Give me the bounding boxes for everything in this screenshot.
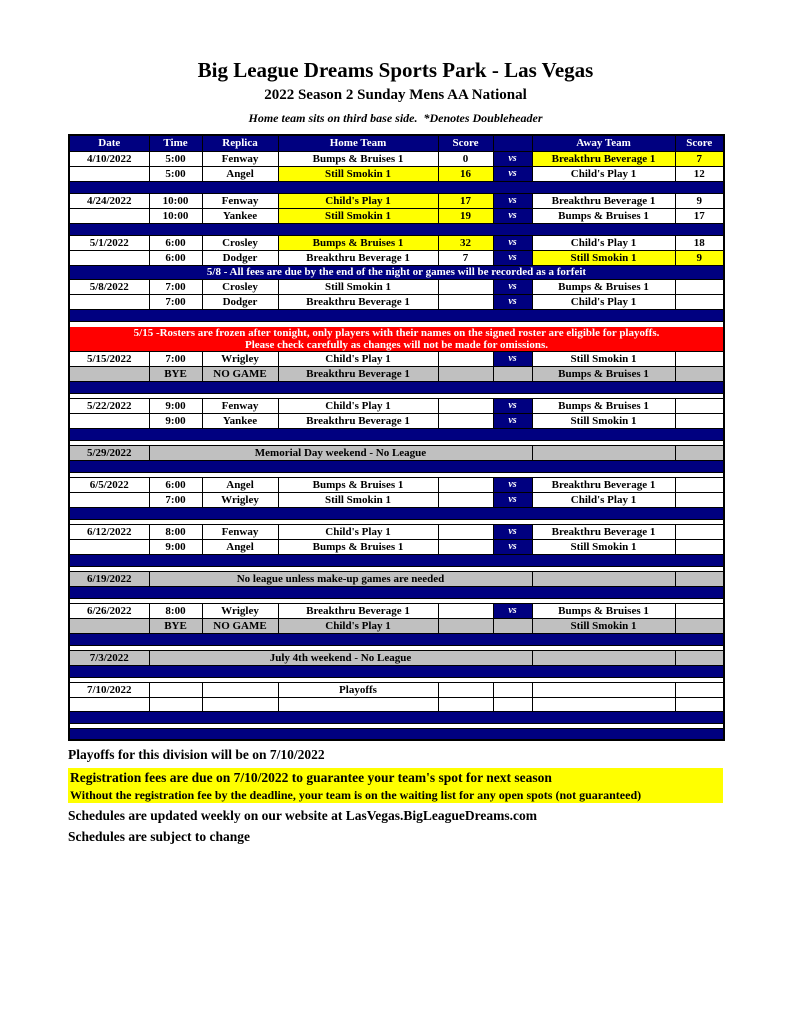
date-cell (69, 295, 149, 310)
time-cell: 5:00 (149, 167, 202, 182)
playoffs-note: Playoffs for this division will be on 7/10/2022 (68, 747, 325, 763)
away-team-cell: Breakthru Beverage 1 (532, 152, 675, 167)
roster-freeze-notice: 5/15 -Rosters are frozen after tonight, only players with their names on the signed roster are eligible for playoffs. (69, 327, 724, 339)
separator-row (69, 507, 724, 519)
time-cell: 9:00 (149, 539, 202, 554)
game-row (69, 603, 724, 618)
home-score-cell (438, 524, 493, 539)
home-team-cell: Breakthru Beverage 1 (278, 251, 438, 266)
vs-cell: vs (493, 209, 532, 224)
info-text-cell: July 4th weekend - No League (149, 650, 532, 665)
away-score-cell (675, 571, 724, 586)
roster-freeze-notice: Please check carefully as changes will not be made for omissions. (69, 339, 724, 352)
date-cell: 6/26/2022 (69, 603, 149, 618)
game-row (69, 413, 724, 428)
date-cell (69, 366, 149, 381)
date-cell (69, 618, 149, 633)
info-text-cell: No league unless make-up games are needed (149, 571, 532, 586)
home-score-cell (438, 413, 493, 428)
away-score-cell (675, 524, 724, 539)
away-team-cell: Still Smokin 1 (532, 539, 675, 554)
separator-band (69, 665, 724, 677)
home-score-cell (438, 477, 493, 492)
info-text-cell: Memorial Day weekend - No League (149, 445, 532, 460)
game-row (69, 524, 724, 539)
away-team-cell: Child's Play 1 (532, 167, 675, 182)
away-score-cell (675, 682, 724, 697)
away-score-cell: 18 (675, 236, 724, 251)
away-score-cell (675, 398, 724, 413)
away-team-cell: Bumps & Bruises 1 (532, 209, 675, 224)
registration-due-note: Registration fees are due on 7/10/2022 to guarantee your team's spot for next season (68, 768, 723, 787)
separator-band (69, 586, 724, 598)
away-team-cell: Child's Play 1 (532, 236, 675, 251)
replica-cell: Fenway (202, 194, 278, 209)
replica-cell: Dodger (202, 295, 278, 310)
away-team-cell: Child's Play 1 (532, 492, 675, 507)
separator-band (69, 728, 724, 740)
replica-cell: Wrigley (202, 492, 278, 507)
home-score-cell: 17 (438, 194, 493, 209)
home-score-cell: 7 (438, 251, 493, 266)
vs-cell: vs (493, 295, 532, 310)
game-row (69, 398, 724, 413)
info-row (69, 650, 724, 665)
away-score-cell: 7 (675, 152, 724, 167)
away-score-cell (675, 618, 724, 633)
separator-band (69, 428, 724, 440)
separator-band (69, 507, 724, 519)
home-team-cell: Bumps & Bruises 1 (278, 236, 438, 251)
date-cell (69, 413, 149, 428)
notice-red-row (69, 327, 724, 339)
header-cell-vs (493, 135, 532, 152)
home-score-cell: 19 (438, 209, 493, 224)
away-team-cell: Breakthru Beverage 1 (532, 524, 675, 539)
date-cell: 5/29/2022 (69, 445, 149, 460)
separator-row (69, 182, 724, 194)
empty-cell (202, 697, 278, 711)
away-score-cell (675, 477, 724, 492)
header-cell-date: Date (69, 135, 149, 152)
info-row (69, 571, 724, 586)
website-note: Schedules are updated weekly on our website at LasVegas.BigLeagueDreams.com (68, 808, 538, 824)
game-row (69, 209, 724, 224)
away-team-cell: Breakthru Beverage 1 (532, 477, 675, 492)
home-team-cell: Child's Play 1 (278, 398, 438, 413)
game-row (69, 351, 724, 366)
time-cell: 7:00 (149, 492, 202, 507)
separator-band (69, 310, 724, 322)
replica-cell: Crosley (202, 236, 278, 251)
replica-cell: Fenway (202, 524, 278, 539)
bye-cell: BYE (149, 366, 202, 381)
away-score-cell: 17 (675, 209, 724, 224)
vs-empty-cell (493, 682, 532, 697)
header-cell-score: Score (675, 135, 724, 152)
home-score-cell (438, 366, 493, 381)
vs-cell: vs (493, 280, 532, 295)
time-cell: 6:00 (149, 236, 202, 251)
info-row (69, 445, 724, 460)
home-score-cell: 32 (438, 236, 493, 251)
schedule-table (68, 134, 725, 741)
separator-row (69, 310, 724, 322)
separator-row (69, 554, 724, 566)
vs-cell: vs (493, 539, 532, 554)
subject-to-change-note: Schedules are subject to change (68, 829, 250, 845)
time-cell: 8:00 (149, 524, 202, 539)
separator-band (69, 182, 724, 194)
date-cell: 4/24/2022 (69, 194, 149, 209)
home-team-cell: Child's Play 1 (278, 618, 438, 633)
away-score-cell (675, 539, 724, 554)
page-title: Big League Dreams Sports Park - Las Vegas (197, 58, 594, 82)
empty-cell (438, 697, 493, 711)
empty-cell (532, 697, 675, 711)
schedule-body (69, 152, 724, 741)
separator-row (69, 728, 724, 740)
time-cell (149, 682, 202, 697)
date-cell (69, 539, 149, 554)
home-team-cell: Still Smokin 1 (278, 280, 438, 295)
notice-red-row (69, 339, 724, 352)
home-score-cell (438, 492, 493, 507)
header-cell-time: Time (149, 135, 202, 152)
replica-cell: Yankee (202, 413, 278, 428)
home-team-cell: Child's Play 1 (278, 351, 438, 366)
date-cell: 7/10/2022 (69, 682, 149, 697)
separator-row (69, 428, 724, 440)
replica-cell: Angel (202, 167, 278, 182)
empty-cell (675, 697, 724, 711)
vs-cell: vs (493, 492, 532, 507)
notice-navy-row (69, 266, 724, 280)
date-cell: 4/10/2022 (69, 152, 149, 167)
vs-empty-cell (493, 366, 532, 381)
home-team-cell: Breakthru Beverage 1 (278, 413, 438, 428)
game-row (69, 194, 724, 209)
footer-notes (68, 747, 723, 845)
home-score-cell (438, 618, 493, 633)
home-team-cell: Child's Play 1 (278, 194, 438, 209)
away-team-cell: Bumps & Bruises 1 (532, 280, 675, 295)
time-cell: 9:00 (149, 398, 202, 413)
separator-row (69, 381, 724, 393)
home-team-cell: Bumps & Bruises 1 (278, 539, 438, 554)
date-cell (69, 492, 149, 507)
header-cell-home-team: Home Team (278, 135, 438, 152)
home-team-cell: Child's Play 1 (278, 524, 438, 539)
away-score-cell (675, 295, 724, 310)
away-score-cell (675, 492, 724, 507)
separator-band (69, 711, 724, 723)
home-score-cell (438, 351, 493, 366)
home-score-cell (438, 295, 493, 310)
time-cell: 7:00 (149, 295, 202, 310)
replica-cell: Angel (202, 539, 278, 554)
vs-cell: vs (493, 524, 532, 539)
replica-cell: Angel (202, 477, 278, 492)
home-team-cell: Bumps & Bruises 1 (278, 477, 438, 492)
time-cell: 6:00 (149, 477, 202, 492)
away-team-cell: Bumps & Bruises 1 (532, 366, 675, 381)
replica-cell: Wrigley (202, 351, 278, 366)
date-cell: 5/15/2022 (69, 351, 149, 366)
game-row (69, 251, 724, 266)
separator-band (69, 554, 724, 566)
time-cell: 7:00 (149, 351, 202, 366)
time-cell: 10:00 (149, 209, 202, 224)
home-team-cell: Still Smokin 1 (278, 209, 438, 224)
away-team-cell: Still Smokin 1 (532, 251, 675, 266)
date-cell (69, 251, 149, 266)
away-team-cell: Child's Play 1 (532, 295, 675, 310)
game-row (69, 295, 724, 310)
home-team-cell: Breakthru Beverage 1 (278, 295, 438, 310)
game-row (69, 477, 724, 492)
home-score-cell (438, 682, 493, 697)
separator-band (69, 633, 724, 645)
vs-cell: vs (493, 413, 532, 428)
away-score-cell (675, 366, 724, 381)
away-team-cell: Breakthru Beverage 1 (532, 194, 675, 209)
game-row (69, 539, 724, 554)
home-score-cell: 16 (438, 167, 493, 182)
game-row (69, 167, 724, 182)
vs-cell: vs (493, 477, 532, 492)
away-team-cell: Bumps & Bruises 1 (532, 603, 675, 618)
schedule-head (69, 135, 724, 152)
away-team-cell (532, 445, 675, 460)
empty-cell (69, 697, 149, 711)
away-score-cell (675, 445, 724, 460)
replica-cell: Wrigley (202, 603, 278, 618)
away-score-cell: 9 (675, 194, 724, 209)
time-cell: 9:00 (149, 413, 202, 428)
away-team-cell (532, 571, 675, 586)
away-team-cell (532, 682, 675, 697)
away-score-cell (675, 351, 724, 366)
header-cell-replica: Replica (202, 135, 278, 152)
home-team-cell: Still Smokin 1 (278, 167, 438, 182)
away-team-cell: Bumps & Bruises 1 (532, 398, 675, 413)
replica-cell (202, 682, 278, 697)
away-score-cell (675, 413, 724, 428)
header-cell-away-team: Away Team (532, 135, 675, 152)
vs-cell: vs (493, 167, 532, 182)
date-cell (69, 209, 149, 224)
time-cell: 6:00 (149, 251, 202, 266)
home-team-cell: Bumps & Bruises 1 (278, 152, 438, 167)
away-team-cell: Still Smokin 1 (532, 618, 675, 633)
fees-due-notice: 5/8 - All fees are due by the end of the night or games will be recorded as a forfeit (69, 266, 724, 280)
away-score-cell (675, 280, 724, 295)
separator-row (69, 224, 724, 236)
blank-row (69, 697, 724, 711)
time-cell: 10:00 (149, 194, 202, 209)
home-team-cell: Breakthru Beverage 1 (278, 366, 438, 381)
vs-cell: vs (493, 603, 532, 618)
vs-cell: vs (493, 152, 532, 167)
vs-cell: vs (493, 351, 532, 366)
time-cell: 7:00 (149, 280, 202, 295)
empty-cell (278, 697, 438, 711)
home-score-cell (438, 539, 493, 554)
empty-cell (149, 697, 202, 711)
vs-empty-cell (493, 618, 532, 633)
time-cell: 5:00 (149, 152, 202, 167)
away-team-cell (532, 650, 675, 665)
header-cell-score: Score (438, 135, 493, 152)
game-row (69, 280, 724, 295)
no-game-cell: NO GAME (202, 618, 278, 633)
date-cell: 6/5/2022 (69, 477, 149, 492)
home-score-cell (438, 603, 493, 618)
date-cell: 6/19/2022 (69, 571, 149, 586)
separator-band (69, 381, 724, 393)
separator-band (69, 460, 724, 472)
page-subtitle: 2022 Season 2 Sunday Mens AA National (264, 87, 527, 104)
date-cell: 7/3/2022 (69, 650, 149, 665)
away-score-cell: 12 (675, 167, 724, 182)
bye-cell: BYE (149, 618, 202, 633)
separator-row (69, 586, 724, 598)
separator-row (69, 633, 724, 645)
playoffs-cell: Playoffs (278, 682, 438, 697)
replica-cell: Fenway (202, 398, 278, 413)
home-team-cell: Still Smokin 1 (278, 492, 438, 507)
registration-warning-note: Without the registration fee by the deadline, your team is on the waiting list for any open spots (not guaranteed) (68, 787, 723, 803)
header-row (69, 135, 724, 152)
replica-cell: Fenway (202, 152, 278, 167)
vs-cell: vs (493, 194, 532, 209)
away-score-cell: 9 (675, 251, 724, 266)
vs-cell: vs (493, 398, 532, 413)
title-block (0, 0, 791, 126)
vs-cell: vs (493, 251, 532, 266)
separator-row (69, 711, 724, 723)
away-team-cell: Still Smokin 1 (532, 351, 675, 366)
separator-row (69, 665, 724, 677)
away-score-cell (675, 603, 724, 618)
date-cell: 5/1/2022 (69, 236, 149, 251)
home-score-cell: 0 (438, 152, 493, 167)
home-score-cell (438, 280, 493, 295)
replica-cell: Yankee (202, 209, 278, 224)
separator-band (69, 224, 724, 236)
date-cell: 5/8/2022 (69, 280, 149, 295)
time-cell: 8:00 (149, 603, 202, 618)
bye-row (69, 618, 724, 633)
separator-row (69, 460, 724, 472)
replica-cell: Crosley (202, 280, 278, 295)
home-team-cell: Breakthru Beverage 1 (278, 603, 438, 618)
playoffs-row (69, 682, 724, 697)
away-score-cell (675, 650, 724, 665)
away-team-cell: Still Smokin 1 (532, 413, 675, 428)
home-score-cell (438, 398, 493, 413)
vs-cell: vs (493, 236, 532, 251)
game-row (69, 152, 724, 167)
date-cell: 6/12/2022 (69, 524, 149, 539)
bye-row (69, 366, 724, 381)
field-note: Home team sits on third base side. *Denotes Doubleheader (248, 111, 543, 126)
no-game-cell: NO GAME (202, 366, 278, 381)
empty-cell (493, 697, 532, 711)
date-cell (69, 167, 149, 182)
game-row (69, 236, 724, 251)
replica-cell: Dodger (202, 251, 278, 266)
date-cell: 5/22/2022 (69, 398, 149, 413)
game-row (69, 492, 724, 507)
